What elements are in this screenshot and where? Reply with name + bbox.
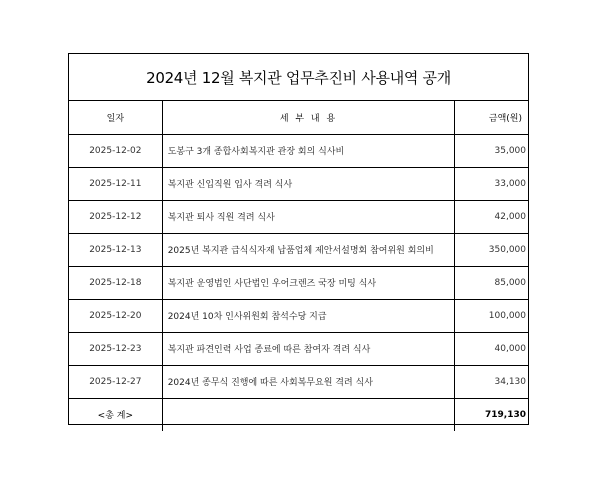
row-amount: 85,000: [455, 266, 528, 299]
column-header-date: 일자: [69, 101, 162, 134]
row-amount: 34,130: [455, 365, 528, 398]
table-row: [69, 299, 528, 332]
row-date: 2025-12-13: [69, 233, 162, 266]
column-header-amount: 금액(원): [455, 101, 528, 134]
row-date: 2025-12-12: [69, 200, 162, 233]
table-row: [69, 332, 528, 365]
table-row: [69, 167, 528, 200]
table-row: [69, 134, 528, 167]
column-header-description: 세 부 내 용: [162, 101, 455, 134]
row-date: 2025-12-02: [69, 134, 162, 167]
row-description: 복지관 운영법인 사단법인 우어크렌즈 국장 미팅 식사: [162, 266, 455, 299]
row-date: 2025-12-20: [69, 299, 162, 332]
row-date: 2025-12-11: [69, 167, 162, 200]
total-label: <총 계>: [69, 398, 162, 431]
row-description: 복지관 파견인력 사업 종료에 따른 참여자 격려 식사: [162, 332, 455, 365]
total-amount: 719,130: [455, 398, 528, 431]
row-amount: 33,000: [455, 167, 528, 200]
row-description: 2024년 종무식 진행에 따른 사회복무요원 격려 식사: [162, 365, 455, 398]
table-row: [69, 233, 528, 266]
total-empty-cell: [162, 398, 455, 431]
row-amount: 350,000: [455, 233, 528, 266]
row-date: 2025-12-18: [69, 266, 162, 299]
row-description: 도봉구 3개 종합사회복지관 관장 회의 식사비: [162, 134, 455, 167]
table-row: [69, 200, 528, 233]
row-amount: 42,000: [455, 200, 528, 233]
row-amount: 40,000: [455, 332, 528, 365]
total-row: [69, 398, 528, 431]
row-description: 2025년 복지관 급식식자재 납품업체 제안서설명회 참여위원 회의비: [162, 233, 455, 266]
row-amount: 35,000: [455, 134, 528, 167]
table-header-row: [69, 101, 528, 134]
row-description: 복지관 퇴사 직원 격려 식사: [162, 200, 455, 233]
expense-table: [69, 101, 528, 431]
table-row: [69, 365, 528, 398]
row-date: 2025-12-23: [69, 332, 162, 365]
row-description: 2024년 10차 인사위원회 참석수당 지급: [162, 299, 455, 332]
expense-report-sheet: [68, 53, 529, 425]
report-title: 2024년 12월 복지관 업무추진비 사용내역 공개: [69, 54, 528, 101]
table-row: [69, 266, 528, 299]
row-amount: 100,000: [455, 299, 528, 332]
row-description: 복지관 신입직원 입사 격려 식사: [162, 167, 455, 200]
row-date: 2025-12-27: [69, 365, 162, 398]
